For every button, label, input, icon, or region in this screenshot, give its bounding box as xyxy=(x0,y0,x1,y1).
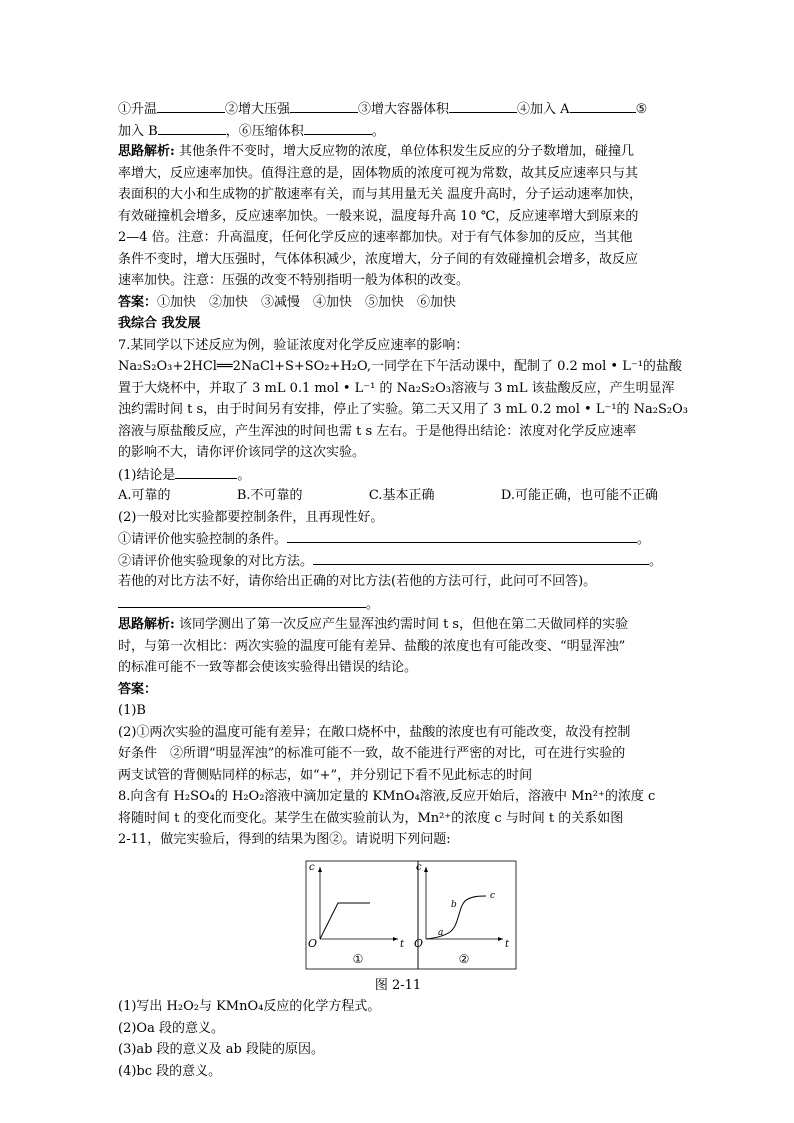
y-arrow xyxy=(318,867,322,872)
origin-label: O xyxy=(308,936,318,950)
q6-item-3: ③增大容器体积 xyxy=(358,102,450,117)
graph-number: ① xyxy=(352,951,364,966)
axis-label-c: c xyxy=(309,861,315,873)
axis-label-c: c xyxy=(416,861,422,873)
answer-blank[interactable] xyxy=(158,120,226,135)
question-7: 7.某同学以下述反应为例，验证浓度对化学反应速率的影响： Na₂S₂O₃+2HCl══2NaCl+S+SO₂+H₂O,一同学在下午活动课中，配制了 0.2 mol • L⁻¹的盐酸 置于大烧杯中，并取了 3 mL 0.1 mol • L⁻¹ 的 Na₂S₂O₃溶液与 3 mL 该盐酸反应，产生明显浑 浊约需时间 t s，由于时间另有安排，停止了实验。第二天又用了 3 mL 0.2 mol • L⁻¹的 Na₂S₂O₃ 溶液与原盐酸反应，产生浑浊的时间也需 t s 左右。于是他得出结论：浓度对化学反应速率 的影响不大，请你评价该同学的这次实验。 (1)结论是 。 A.可靠的 B.不可靠的 C.基本正确 D.可能正确，也可能不正确 (2)一般对比实验都要控制条件，且再现性好。 ①请评价他实验控制的条件。 。 ②请评价他实验现象的对比方法。 。 若他的对比方法不好，请你给出正确的对比方法(若他的方法可行，此问可不回答)。 。 xyxy=(118,337,689,612)
answer-label: 答案： xyxy=(118,294,158,310)
answer-1: 答案：①加快 ②加快 ③减慢 ④加快 ⑤加快 ⑥加快 xyxy=(118,294,457,310)
worksheet-page xyxy=(118,98,689,1082)
answer-blank[interactable] xyxy=(157,98,225,113)
answer-blank[interactable] xyxy=(175,464,237,479)
choice-options xyxy=(118,485,658,507)
analysis-1: 思路解析: 其他条件不变时，增大反应物的浓度，单位体积发生反应的分子数增加，碰撞几 率增大，反应速率加快。值得注意的是，固体物质的浓度可视为常数，故其反应速率只与其 表面积的大小和生成物的扩散速率有关，而与其用量无关 温度升高时，分子运动速率加快， 有效碰撞机会增多，反应速率加快。一般来说，温度每升高 10 ℃，反应速率增大到原来的 2—4 倍。注意：升高温度，任何化学反应的速率都加快。对于有气体参加的反应，当其他 条件不变时，增大压强时，气体体积减少，浓度增大，分子间的有效碰撞机会增多，故反应 速率加快。注意：压强的改变不特别指明一般为体积的改变。 xyxy=(118,144,643,288)
x-arrow xyxy=(498,937,503,941)
y-arrow xyxy=(424,867,428,872)
answer-blank[interactable] xyxy=(118,593,366,608)
option-b[interactable]: B.不可靠的 xyxy=(236,488,303,503)
q6-line-2: 加入 B ，⑥压缩体积 。 xyxy=(118,120,678,142)
point-label-c: c xyxy=(490,890,496,901)
q6-item-4: ④加入 A xyxy=(517,102,570,117)
graph-number: ② xyxy=(458,951,470,966)
point-label-b: b xyxy=(451,899,457,910)
section-title: 我综合 我发展 xyxy=(118,316,201,331)
q6-item-1: ①升温 xyxy=(118,102,158,117)
option-c[interactable]: C.基本正确 xyxy=(368,488,435,503)
figure-caption: 图 2-11 xyxy=(374,977,422,993)
origin-label: O xyxy=(414,936,424,950)
axis-label-t: t xyxy=(400,938,405,950)
x-arrow xyxy=(393,937,398,941)
analysis-label: 思路解析: xyxy=(118,617,175,632)
graph-2 xyxy=(414,861,516,969)
option-d[interactable]: D.可能正确，也可能不正确 xyxy=(500,488,658,503)
answer-blank[interactable] xyxy=(287,528,637,543)
q6-item-5: ⑤ xyxy=(635,102,648,117)
point-label-a: a xyxy=(438,927,444,938)
figure-2-11 xyxy=(118,855,678,975)
axis-label-t: t xyxy=(505,938,510,950)
predicted-curve xyxy=(320,903,370,939)
answer-blank[interactable] xyxy=(313,550,649,565)
question-8: 8.向含有 H₂SO₄的 H₂O₂溶液中滴加定量的 KMnO₄溶液,反应开始后，溶液中 Mn²⁺的浓度 c 将随时间 t 的变化而变化。某学生在做实验前认为，Mn²⁺的浓度 c 与时间 t 的关系如图 2-11，做完实验后，得到的结果为图②。请说明下列问题: c O t ① c O t a b c ② 图 2-11 (1)写出 H₂O₂与 KMnO₄反应的化学方程式。 (2)Oa 段的意义。 (3)ab 段的意义及 ab 段陡的原因。 (4)bc 段的意义。 xyxy=(118,786,678,1082)
answer-blank[interactable] xyxy=(290,98,358,113)
option-a[interactable]: A.可靠的 xyxy=(118,488,171,503)
answer-2: 答案： (1)B (2)①两次实验的温度可能有差异；在敞口烧杯中，盐酸的浓度也有可能改变，故没有控制 好条件 ②所谓“明显浑浊”的标准可能不一致，故不能进行严密的对比，可在进行实验的 两支试管的背侧贴同样的标志，如“+”，并分别记下看不见此标志的时间 xyxy=(118,679,678,787)
q6-line-1 xyxy=(118,98,678,120)
answer-label: 答案： xyxy=(118,681,158,697)
q6-item-6: ，⑥压缩体积 xyxy=(225,123,304,139)
q6-item-2: ②增大压强 xyxy=(225,102,291,117)
q6-item-5-text: 加入 B xyxy=(118,123,158,139)
answer-blank[interactable] xyxy=(304,120,372,135)
concentration-time-graphs xyxy=(118,855,678,973)
analysis-label: 思路解析: xyxy=(118,144,175,159)
answer-blank[interactable] xyxy=(449,98,517,113)
answer-blank[interactable] xyxy=(570,98,636,113)
graph-1 xyxy=(306,861,418,969)
analysis-2: 思路解析: 该同学测出了第一次反应产生显浑浊约需时间 t s，但他在第二天做同样的实验 时，与第一次相比：两次实验的温度可能有差异、盐酸的浓度也有可能改变、“明显浑浊” 的标准可能不一致等都会使该实验得出错误的结论。 xyxy=(118,617,629,675)
